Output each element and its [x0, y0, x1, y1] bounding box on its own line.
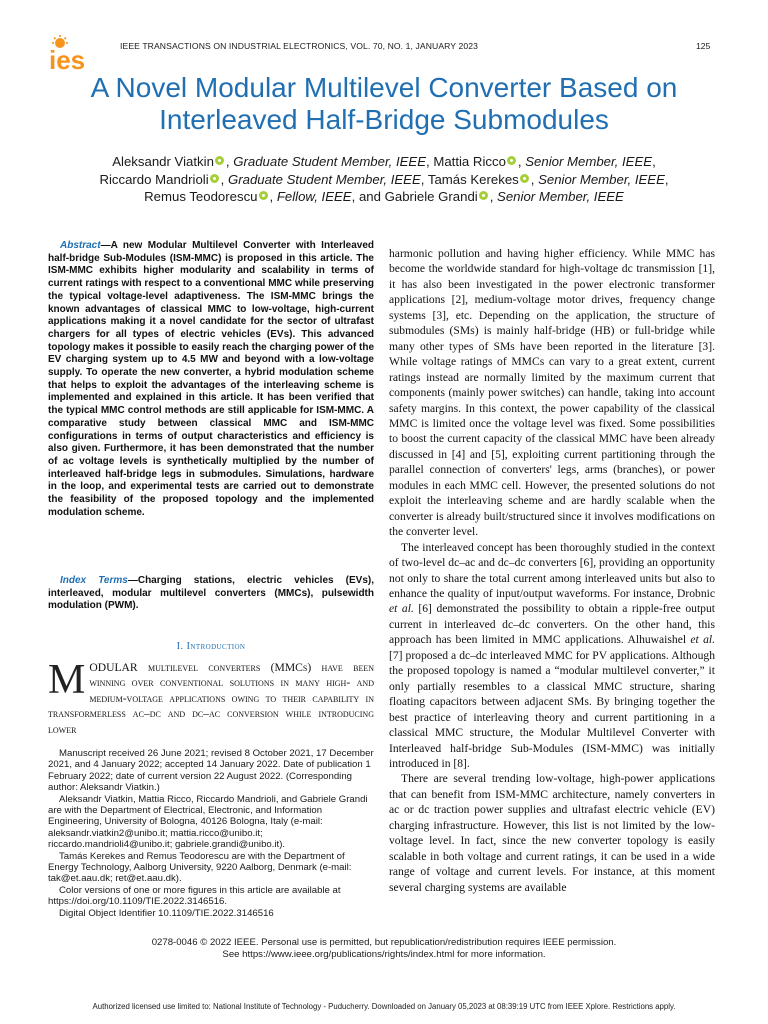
body-text-right [389, 246, 715, 895]
copyright-line-2: See https://www.ieee.org/publications/rights/index.html for more information. [222, 948, 546, 960]
index-terms-label: Index Terms [60, 575, 128, 586]
author-role: Senior Member, IEEE [538, 171, 665, 187]
footnote-item: Manuscript received 26 June 2021; revised 8 October 2021, 17 December 2021, and 4 January 2022; accepted 14 January 2022. Date of publication 1 February 2022; date of current version 22 August 2022. (Corresponding author: Aleksandr Viatkin.) [48, 748, 374, 794]
orcid-icon[interactable] [259, 191, 268, 200]
section-heading-text: I. Introduction [176, 641, 246, 652]
author-role: Senior Member, IEEE [525, 154, 653, 169]
index-terms-text: —Charging stations, electric vehicles (EVs), interleaved, modular multilevel converters (MMCs), pulsewidth modulation (PWM). [48, 575, 374, 611]
author-name: Tamás Kerekes [427, 171, 519, 187]
author-role: Graduate Student Member, IEEE [233, 154, 427, 169]
orcid-icon[interactable] [479, 191, 488, 200]
abstract-label: Abstract [60, 240, 101, 251]
body-paragraph: harmonic pollution and having higher efficiency. While MMC has become the worldwide standard for high-voltage dc transmission [1], it has also been investigated in the power electronic transformer applications [2], medium-voltage motor drives, frequency change systems [3], etc. Depending on the application, the structure of submodules (SMs) is mainly half-bridge (HB) or full-bridge while many other types of SMs have been reported in the literature [3]. While voltage ratings of MMCs can vary to a great extent, current ratings instead are normally limited by the maximum current that components (mainly power switches) can handle, taking into account safety margins. In this context, the power capability of the classical MMC is limited once the voltage level was fixed. Some possibilities to boost the current capacity of the classical MMC have been already discussed in [4] and [5], exploiting current partitioning through the parallel connection of converters' legs, arms (branches), or power modules in each MMC cell. However, the presented solutions do not exploit the interleaving scheme and are hardly scalable when the converter is already built/structured since it involves modifications on the converter level. [389, 247, 715, 539]
author-name: Remus Teodorescu [144, 189, 258, 204]
author-line: Aleksandr Viatkin , Graduate Student Member, IEEE, Mattia Ricco , Senior Member, IEEE, [112, 154, 656, 169]
orcid-icon[interactable] [520, 174, 529, 183]
body-paragraph: There are several trending low-voltage, high-power applications that can benefit from ISM-MMC architecture, namely converters in ac or dc traction power supplies and ultrafast electric vehicle (EV) charging infrastructure. However, this list is not limited by the low-voltage level. In fact, since the new converter topology is easily scalable in both voltage and current ratings, it can be used in a wide range of voltage and current levels. For instance, at this moment several charging systems are available [389, 772, 715, 894]
paragraph-segment: et al. [690, 633, 715, 647]
title-line-2: Interleaved Half-Bridge Submodules [159, 104, 609, 135]
body-paragraph [389, 540, 715, 772]
footnote [48, 748, 374, 919]
footnote-item: Digital Object Identifier 10.1109/TIE.2022.3146516 [59, 907, 274, 919]
intro-text: ODULAR multilevel converters (MMCs) have been winning over conventional solutions in many high- and medium-voltage applications owing to their capability in transformerless ac–dc and dc–ac conversion while introducing lower [48, 661, 374, 736]
author-line: Remus Teodorescu , Fellow, IEEE, and Gabriele Grandi , Senior Member, IEEE [144, 189, 624, 204]
copyright-notice [48, 937, 720, 960]
author-list [30, 153, 738, 206]
drop-cap: M [48, 657, 86, 703]
author-name: Riccardo Mandrioli [99, 171, 209, 187]
abstract-text: —A new Modular Multilevel Converter with Interleaved half-bridge Sub-Modules (ISM-MMC) is proposed in this article. The ISM-MMC exhibits higher modularity and scalability in terms of current ratings with respect to a conventional MMC while preserving the typical voltage-level adaptiveness. The ISM-MMC brings the known advantages of classical MMC to low-voltage, high-current applications making it a novel candidate for the sector of ultrafast chargers for all types of electric vehicles (EVs). This advanced topology makes it possible to easily reach the charging power of the EV charging system up to 4.5 MW and beyond with a low-voltage supply. To operate the new converter, a hybrid modulation scheme that helps to exploit the advantages of the interleaving scheme is implemented and explained in this article. It has been verified that the typical MMC control methods are still applicable for ISM-MMC. A comparative study between classical MMC and ISM-MMC configurations in terms of output characteristics and efficiency is also given. Furthermore, it has been demonstrated that the number of ac voltage levels is synthetically multiplied by the number of interleaved half-bridge legs in submodules. Simulations, hardware in the loop, and experimental tests are carried out to demonstrate the feasibility of the proposed topology and the implemented modulation scheme. [48, 240, 374, 518]
orcid-icon[interactable] [507, 156, 516, 165]
section-heading [48, 641, 374, 652]
author-role: Senior Member, IEEE [497, 189, 624, 204]
authors-and: and [358, 189, 381, 204]
orcid-icon[interactable] [215, 156, 224, 165]
page-number: 125 [696, 41, 711, 51]
paragraph-segment: [7] proposed a dc–dc interleaved MMC for PV applications. Although the proposed topology is named a “modular multilevel converter,” it only partially resembles to a classical MMC structure, sharing floating capacitors between adjacent SMs. By bringing together the best practice of interleaving theory and current partitioning in a classical MMC structure, the Modular Multilevel Converter with Interleaved half-bridge Sub-Modules (ISM-MMC) was initially introduced in [8]. [389, 648, 715, 770]
footnote-item: Aleksandr Viatkin, Mattia Ricco, Riccardo Mandrioli, and Gabriele Grandi are with the Department of Electrical, Electronic, and Information Engineering, University of Bologna, 40126 Bologna, Italy (e-mail: aleksandr.viatkin2@unibo.it; mattia.ricco@unibo.it; riccardo.mandrioli4@unibo.it; gabriele.grandi@unibo.it). [48, 793, 368, 851]
paragraph-segment: et al. [389, 602, 414, 616]
intro-paragraph [48, 657, 374, 737]
author-name: Aleksandr Viatkin [112, 154, 214, 169]
paragraph-segment: [6] demonstrated the possibility to obtain a ripple-free output current in interleaved dc–dc converters. On the other hand, this approach has been limited in MMC applications. Alhuwaishel [389, 602, 715, 647]
footnote-item: Tamás Kerekes and Remus Teodorescu are with the Department of Energy Technology, Aalborg University, 9220 Aalborg, Denmark (e-mail: tak@et.aau.dk; ret@et.aau.dk). [48, 850, 352, 885]
paragraph-segment: The interleaved concept has been thoroughly studied in the context of two-level dc–ac and dc–dc converters [6], providing an opportunity not only to share the total current among interleaved units but also to enhance the quality of input/output waveforms. For instance, Drobnic [389, 540, 715, 600]
author-role: Fellow, IEEE [276, 189, 352, 204]
index-terms [48, 575, 374, 613]
journal-header: IEEE TRANSACTIONS ON INDUSTRIAL ELECTRONICS, VOL. 70, NO. 1, JANUARY 2023 [120, 41, 478, 51]
logo-text: ies [49, 45, 86, 75]
orcid-icon[interactable] [210, 174, 219, 183]
ies-logo [46, 35, 106, 75]
author-role: Graduate Student Member, IEEE [227, 171, 421, 187]
author-line: Riccardo Mandrioli , Graduate Student Member, IEEE, Tamás Kerekes , Senior Member, IEEE, [99, 171, 669, 187]
title-line-1: A Novel Modular Multilevel Converter Based on [90, 72, 678, 103]
paper-title [30, 72, 738, 136]
author-name: Mattia Ricco [433, 154, 506, 169]
abstract [48, 240, 374, 519]
author-name: Gabriele Grandi [384, 189, 478, 204]
footnote-item: Color versions of one or more figures in this article are available at https://doi.org/10.1109/TIE.2022.3146516. [48, 884, 341, 908]
copyright-line-1: 0278-0046 © 2022 IEEE. Personal use is permitted, but republication/redistribution requires IEEE permission. [151, 937, 617, 948]
authorized-use-notice: Authorized licensed use limited to: National Institute of Technology - Puducherry. Downloaded on January 05,2023 at 08:39:19 UTC from IEEE Xplore. Restrictions apply. [92, 1002, 676, 1011]
